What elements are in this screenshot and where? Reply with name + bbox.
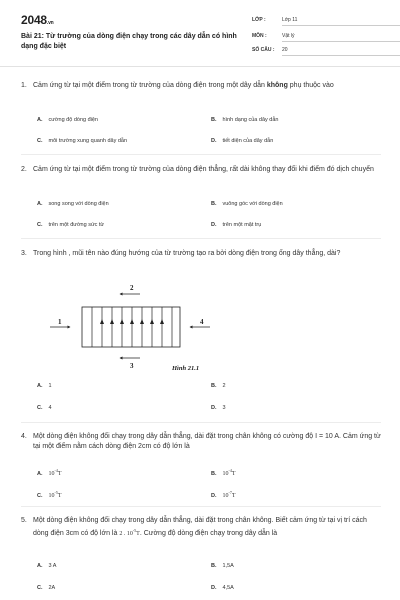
option-3b[interactable]: B. 2	[211, 383, 226, 389]
option-1a[interactable]: A. cường độ dòng điện	[37, 117, 98, 123]
subject-value: Vật lý	[282, 33, 295, 39]
question-text: Một dòng điện không đổi chạy trong dây dẫn thẳng, dài đặt trong chân không có cường độ I = 10 A. Cảm ứng từ tại một điểm nằm cách dòng điện 2cm có độ lớn là	[33, 433, 381, 450]
coil-turns	[92, 307, 172, 347]
option-4a[interactable]: A. $10^{-4}T$	[37, 468, 62, 477]
question-count-row: SỐ CÂU : 20	[252, 47, 288, 53]
option-3c[interactable]: C. 4	[37, 405, 52, 411]
question-divider	[21, 422, 381, 423]
option-1c[interactable]: C. môi trường xung quanh dây dẫn	[37, 138, 128, 144]
question-text: Trong hình , mũi tên nào đúng hướng của từ trường tạo ra bởi dòng điện trong ống dây thẳng, dài?	[33, 250, 341, 257]
option-2b[interactable]: B. vuông góc với dòng điện	[211, 201, 283, 207]
option-2a[interactable]: A. song song với dòng điện	[37, 201, 109, 207]
option-5d[interactable]: D. 4,5A	[211, 585, 234, 591]
question-text: Cảm ứng từ tại một điểm trong từ trường của dòng điện thẳng, rất dài không thay đổi khi điểm đó dịch chuyển	[33, 166, 374, 173]
option-4c[interactable]: C. $10^{-5}T$	[37, 490, 62, 499]
subject-row: MÔN : Vật lý	[252, 33, 295, 39]
question-divider	[21, 238, 381, 239]
class-value: Lớp 11	[282, 17, 298, 23]
question-divider	[21, 506, 381, 507]
question-1: 1. Cảm ứng từ tại một điểm trong từ trường của dòng điện trong một dây dẫn không phụ thuộc vào	[21, 81, 381, 111]
current-arrowheads	[100, 319, 164, 324]
arrow-3-label: 3	[130, 362, 134, 370]
question-count-value: 20	[282, 47, 288, 53]
question-text: Cảm ứng từ tại một điểm trong từ trường của dòng điện trong một dây dẫn không phụ thuộc vào	[33, 82, 334, 89]
question-text: Một dòng điện không đổi chạy trong dây dẫn thẳng, dài đặt trong chân không. Biết cảm ứng từ tại vị trí cách dòng điện 3cm có độ lớn là 2 . $10^{-5}T$. Cường độ dòng điện chạy trong dây dẫn là	[33, 517, 367, 537]
question-divider	[21, 154, 381, 155]
question-2: 2. Cảm ứng từ tại một điểm trong từ trường của dòng điện thẳng, rất dài không thay đổi khi điểm đó dịch chuyển	[21, 165, 381, 195]
emphasis-word: không	[266, 82, 288, 89]
arrow-2-label: 2	[130, 284, 134, 292]
class-row: LỚP : Lớp 11	[252, 17, 297, 23]
option-4b[interactable]: B. $10^{-4}T$	[211, 468, 236, 477]
document-header	[0, 0, 400, 64]
option-3a[interactable]: A. 1	[37, 383, 52, 389]
option-5c[interactable]: C. 2A	[37, 585, 56, 591]
arrow-1-label: 1	[58, 318, 62, 326]
figure-caption: Hình 21.1	[172, 365, 200, 372]
option-1d[interactable]: D. tiết diện của dây dẫn	[211, 138, 274, 144]
option-2c[interactable]: C. trên một đường sức từ	[37, 222, 105, 228]
question-3: 3. Trong hình , mũi tên nào đúng hướng của từ trường tạo ra bởi dòng điện trong ống dây thẳng, dài?	[21, 249, 381, 279]
header-divider	[0, 66, 400, 67]
solenoid-figure	[40, 282, 230, 376]
option-5a[interactable]: A. 3 A	[37, 563, 57, 569]
option-2d[interactable]: D. trên một mặt trụ	[211, 222, 262, 228]
lesson-title: Bài 21: Từ trường của dòng điện chạy trong các dây dẫn có hình dạng đặc biệt	[21, 33, 237, 50]
option-4d[interactable]: D. $10^{-7}T$	[211, 490, 236, 499]
site-logo[interactable]: 2048.vn	[21, 13, 54, 27]
question-5: 5. Một dòng điện không đổi chạy trong dây dẫn thẳng, dài đặt trong chân không. Biết cảm ứng từ tại vị trí cách dòng điện 3cm có độ lớn là 2 . $10^{-5}T$. Cường độ dòng điện chạy trong dây dẫn là	[21, 516, 381, 556]
option-1b[interactable]: B. hình dạng của dây dẫn	[211, 117, 279, 123]
question-4: 4. Một dòng điện không đổi chạy trong dây dẫn thẳng, dài đặt trong chân không có cường độ I = 10 A. Cảm ứng từ tại một điểm nằm cách dòng điện 2cm có độ lớn là	[21, 433, 381, 450]
option-3d[interactable]: D. 3	[211, 405, 226, 411]
option-5b[interactable]: B. 1,5A	[211, 563, 234, 569]
solenoid-body	[82, 307, 180, 347]
arrow-4-label: 4	[200, 318, 204, 326]
